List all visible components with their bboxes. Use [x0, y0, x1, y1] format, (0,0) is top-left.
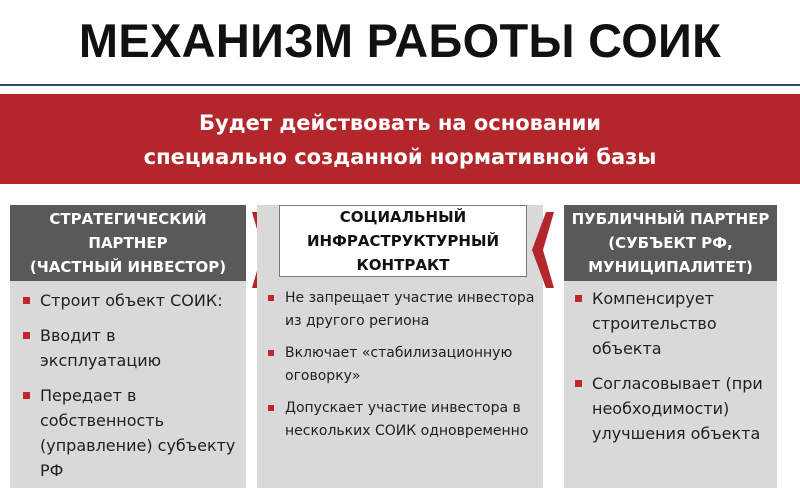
slide-title: МЕХАНИЗМ РАБОТЫ СОИК: [78, 14, 722, 67]
strategic-partner-list: [22, 288, 240, 493]
left-arrow-icon: [532, 212, 554, 288]
list-item: Вводит в эксплуатацию: [22, 323, 240, 373]
header-line: ИНФРАСТРУКТУРНЫЙ: [306, 232, 500, 250]
header-strategic-partner: [10, 205, 246, 281]
bullet-icon: [575, 295, 582, 302]
list-item: Согласовывает (при необходимости) улучшения объекта: [574, 371, 774, 446]
header-line: МУНИЦИПАЛИТЕТ): [588, 258, 753, 276]
header-line: (ЧАСТНЫЙ ИНВЕСТОР): [29, 258, 227, 276]
list-item: Допускает участие инвестора в нескольких СОИК одновременно: [267, 397, 542, 443]
banner-line-1: Будет действовать на основании: [198, 110, 602, 135]
header-line: СОЦИАЛЬНЫЙ: [339, 208, 467, 226]
bullet-icon: [575, 380, 582, 387]
bullet-icon: [268, 350, 274, 356]
contract-list: [267, 287, 542, 452]
bullet-icon: [23, 392, 30, 399]
header-line: ПУБЛИЧНЫЙ ПАРТНЕР: [571, 210, 770, 228]
list-item: Компенсирует строительство объекта: [574, 286, 774, 361]
list-item: Не запрещает участие инвестора из другого региона: [267, 287, 542, 333]
public-partner-list: [574, 286, 774, 456]
header-line: (СУБЪЕКТ РФ,: [608, 234, 733, 252]
header-contract: [279, 205, 527, 277]
title-underline: [0, 84, 800, 86]
header-line: КОНТРАКТ: [356, 256, 450, 274]
list-item: Передает в собственность (управление) субъекту РФ: [22, 383, 240, 483]
bullet-icon: [23, 332, 30, 339]
bullet-icon: [268, 295, 274, 301]
header-line: ПАРТНЕР: [88, 234, 168, 252]
list-item: Строит объект СОИК:: [22, 288, 240, 313]
basis-banner: [0, 94, 800, 184]
header-public-partner: [564, 205, 777, 281]
bullet-icon: [268, 405, 274, 411]
bullet-icon: [23, 297, 30, 304]
list-item: Включает «стабилизационную оговорку»: [267, 342, 542, 388]
header-line: СТРАТЕГИЧЕСКИЙ: [49, 210, 207, 228]
banner-line-2: специально созданной нормативной базы: [143, 144, 657, 169]
